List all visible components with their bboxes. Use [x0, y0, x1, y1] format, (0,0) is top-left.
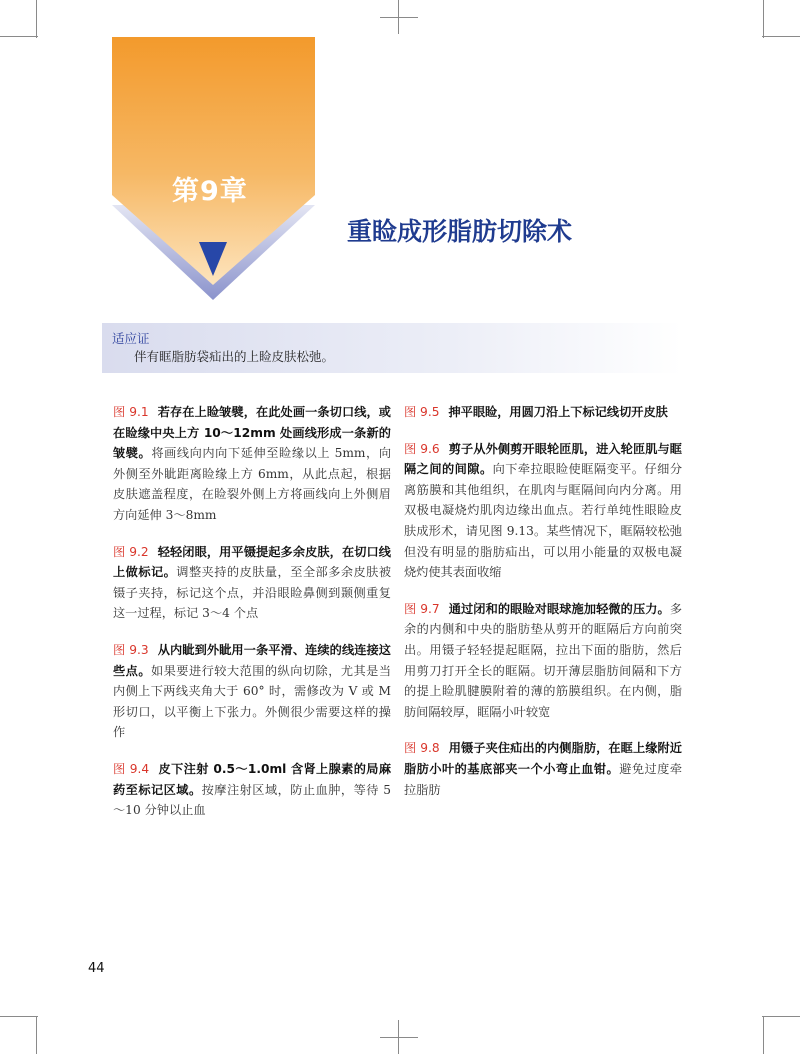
- step-heading: 剪子从外侧剪开眼轮匝肌，进入轮匝肌与眶隔之间的间隙。: [404, 441, 682, 477]
- figure-reference: 图 9.4: [113, 761, 150, 776]
- left-column: [113, 402, 391, 837]
- step-heading: 从内眦到外眦用一条平滑、连续的线连接这些点。: [113, 642, 391, 678]
- figure-reference: 图 9.8: [404, 741, 440, 756]
- step-text: 避免过度牵拉脂肪: [404, 761, 683, 797]
- figure-paragraph: [113, 640, 391, 743]
- crop-mark: [36, 1016, 37, 1054]
- step-text: 调整夹持的皮肤量，至全部多余皮肤被镊子夹持，标记这个点，并沿眼睑鼻侧到颞侧重复这一过程，标记 3～4 个点: [113, 565, 392, 621]
- step-text: 向下牵拉眼睑使眶隔变平。仔细分离筋膜和其他组织，在肌肉与眶隔间向内分离。用双极电凝烧灼肌肉边缘出血点。若行单纯性眼睑皮肤成形术，请见图 9.13。某些情况下，眶隔较松弛但没有明显的脂肪疝出，可以用小能量的双极电凝烧灼使其表面收缩: [404, 462, 683, 580]
- right-column: [404, 402, 682, 816]
- indication-text: 伴有眶脂肪袋疝出的上睑皮肤松弛。: [134, 349, 335, 364]
- figure-paragraph: [404, 599, 682, 723]
- step-heading: 通过闭和的眼睑对眼球施加轻微的压力。: [448, 601, 670, 616]
- step-heading: 轻轻闭眼，用平镊提起多余皮肤，在切口线上做标记。: [113, 544, 391, 580]
- step-heading: 用镊子夹住疝出的内侧脂肪，在眶上缘附近脂肪小叶的基底部夹一个小弯止血钳。: [404, 741, 682, 776]
- step-text: 按摩注射区域，防止血肿，等待 5～10 分钟以止血: [113, 782, 391, 818]
- figure-reference: 图 9.3: [113, 642, 149, 657]
- step-heading: 若存在上睑皱襞，在此处画一条切口线，或在睑缘中央上方 10～12mm 处画线形成一条新的皱襞。: [113, 405, 391, 461]
- figure-paragraph: [113, 402, 391, 526]
- chapter-title: 重睑成形脂肪切除术: [347, 217, 573, 246]
- chapter-label: 第9章: [172, 176, 248, 207]
- figure-paragraph: [404, 439, 682, 583]
- crop-mark: [380, 1037, 418, 1038]
- crop-mark: [763, 1016, 764, 1054]
- step-text: 多余的内侧和中央的脂肪垫从剪开的眶隔后方向前突出。用镊子轻轻提起眶隔，拉出下面的脂肪，然后用剪刀打开全长的眶隔。切开薄层脂肪间隔和下方的提上睑肌腱膜附着的薄的筋膜组织。在内侧，脂肪间隔较厚，眶隔小叶较宽: [404, 601, 682, 719]
- step-text: 如果要进行较大范围的纵向切除，尤其是当内侧上下两线夹角大于 60° 时，需修改为 V 或 M 形切口，以平衡上下张力。外侧很少需要这样的操作: [113, 663, 392, 740]
- indication-heading: 适应证: [112, 331, 150, 346]
- step-heading: 抻平眼睑，用圆刀沿上下标记线切开皮肤: [448, 405, 668, 419]
- step-heading: 皮下注射 0.5～1.0ml 含肾上腺素的局麻药至标记区域。: [113, 761, 392, 797]
- step-text: 将画线向内向下延伸至睑缘以上 5mm，向外侧至外眦距离睑缘上方 6mm，从此点起，根据皮肤遮盖程度，在睑裂外侧上方将画线向上外侧眉方向延伸 3～8mm: [113, 446, 392, 522]
- figure-paragraph: [113, 542, 391, 624]
- figure-paragraph: [404, 402, 682, 423]
- chapter-banner: [0, 0, 800, 310]
- figure-paragraph: [113, 759, 391, 821]
- crop-mark: [0, 1016, 38, 1017]
- crop-mark: [762, 1016, 800, 1017]
- page-number: 44: [88, 961, 105, 976]
- figure-reference: 图 9.6: [404, 441, 440, 456]
- figure-paragraph: [404, 738, 682, 800]
- figure-reference: 图 9.1: [113, 405, 149, 419]
- figure-reference: 图 9.5: [404, 405, 440, 419]
- figure-reference: 图 9.7: [404, 601, 440, 616]
- indication-box: [102, 323, 682, 373]
- figure-reference: 图 9.2: [113, 544, 149, 559]
